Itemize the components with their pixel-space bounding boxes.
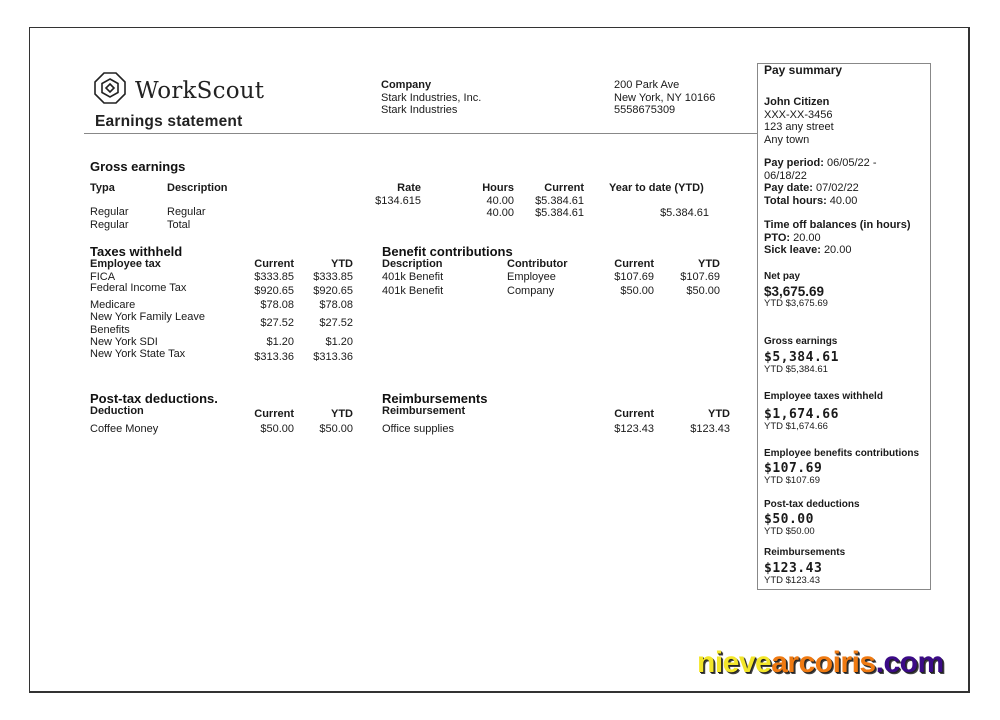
- benefits-title: Benefit contributions: [382, 244, 513, 259]
- employee-street: 123 any street: [764, 121, 834, 133]
- reimbursements-title: Reimbursements: [382, 391, 488, 406]
- benefit-contributor: Employee: [507, 271, 556, 283]
- pto-label: PTO:: [764, 231, 791, 244]
- earnings-current: $5.384.61: [535, 195, 584, 207]
- benefits-contributions-ytd: YTD $107.69: [764, 475, 820, 486]
- gross-earnings-ytd: YTD $5,384.61: [764, 364, 828, 375]
- col-header-deduction: Deduction: [90, 405, 144, 417]
- tax-current: $78.08: [260, 299, 294, 311]
- watermark-part: .com: [875, 646, 944, 679]
- post-tax-title: Post-tax deductions.: [90, 391, 218, 406]
- pay-period-value: 06/05/22 -: [826, 157, 877, 169]
- earnings-ytd: $5.384.61: [660, 207, 709, 219]
- col-header-current: Current: [614, 408, 654, 420]
- reimbursements-amount: $123.43: [764, 561, 823, 576]
- col-header-ytd: YTD: [708, 408, 730, 420]
- earnings-description: Regular: [167, 206, 206, 218]
- address-line: New York, NY 10166: [614, 91, 716, 104]
- brand-name: WorkScout: [135, 77, 265, 104]
- pay-period-label: Pay period:: [764, 157, 824, 169]
- sick-leave-value: 20.00: [823, 244, 852, 256]
- tax-current: $333.85: [254, 271, 294, 283]
- tax-name: [90, 311, 205, 336]
- taxes-withheld-label: Employee taxes withheld: [764, 391, 883, 402]
- employee-town: Any town: [764, 133, 810, 146]
- reimbursement-name: Office supplies: [382, 423, 454, 435]
- benefit-description: 401k Benefit: [382, 271, 444, 283]
- col-header-ytd: YTD: [331, 258, 353, 270]
- address-line: 200 Park Ave: [614, 79, 680, 91]
- watermark-part: arcoiris: [771, 646, 876, 679]
- pay-date-label: Pay date:: [764, 182, 813, 194]
- pay-summary-title: Pay summary: [764, 63, 843, 77]
- taxes-withheld-ytd: YTD $1,674.66: [764, 421, 828, 432]
- earnings-description: Total: [167, 219, 191, 231]
- tax-ytd: $920.65: [313, 285, 353, 297]
- col-header-reimbursement: Reimbursement: [382, 405, 466, 417]
- pay-summary-panel: [757, 63, 931, 590]
- employee-name: John Citizen: [764, 96, 830, 108]
- tax-current: $313.36: [254, 351, 294, 363]
- gross-earnings-label: Gross earnings: [764, 336, 838, 347]
- benefit-current: $50.00: [620, 285, 654, 297]
- benefit-current: $107.69: [614, 271, 654, 283]
- company-line: Stark Industries: [381, 104, 458, 116]
- col-header-current: Current: [544, 182, 584, 194]
- taxes-withheld-amount: $1,674.66: [764, 407, 839, 422]
- octagon-logo-icon: [92, 70, 128, 111]
- tax-name: Federal Income Tax: [90, 282, 187, 294]
- taxes-title: Taxes withheld: [90, 244, 183, 259]
- post-tax-deductions-label: Post-tax deductions: [764, 499, 860, 510]
- tax-ytd: $78.08: [319, 299, 353, 311]
- deduction-ytd: $50.00: [319, 423, 353, 435]
- tax-name: New York SDI: [90, 336, 158, 348]
- tax-name: Medicare: [90, 299, 136, 311]
- col-header-ytd: YTD: [698, 258, 720, 270]
- brand-logo: [92, 70, 264, 111]
- address-line: 5558675309: [614, 104, 676, 116]
- col-header-rate: Rate: [397, 182, 421, 194]
- header-divider: [84, 133, 757, 134]
- earnings-current: $5.384.61: [535, 207, 584, 219]
- post-tax-deductions-amount: $50.00: [764, 512, 814, 527]
- tax-ytd: $1.20: [325, 336, 353, 348]
- net-pay-label: Net pay: [764, 271, 801, 282]
- employee-ssn: XXX-XX-3456: [764, 108, 833, 121]
- company-label: Company: [381, 79, 432, 91]
- benefit-description: 401k Benefit: [382, 285, 444, 297]
- col-header-current: Current: [614, 258, 654, 270]
- benefits-contributions-label: Employee benefits contributions: [764, 448, 920, 459]
- deduction-current: $50.00: [260, 423, 294, 435]
- net-pay-amount: $3,675.69: [764, 284, 825, 299]
- col-header-description: Description: [382, 258, 443, 270]
- company-address: [614, 79, 715, 117]
- pto-value: 20.00: [793, 231, 821, 244]
- rate-value: $134.615: [375, 195, 421, 207]
- watermark: [697, 646, 944, 680]
- earnings-type: Regular: [90, 206, 129, 218]
- tax-name-line: Benefits: [90, 323, 130, 336]
- company-line: Stark Industries, Inc.: [381, 91, 482, 104]
- benefit-ytd: $50.00: [686, 285, 720, 297]
- col-header-current: Current: [254, 258, 294, 270]
- col-header-ytd: YTD: [331, 408, 353, 420]
- col-header-employee-tax: Employee tax: [90, 258, 161, 270]
- col-header-contributor: Contributor: [507, 258, 568, 270]
- deduction-name: Coffee Money: [90, 423, 159, 435]
- benefit-contributor: Company: [507, 285, 555, 297]
- tax-name: New York State Tax: [90, 348, 186, 360]
- col-header-hours: Hours: [482, 182, 514, 194]
- reimbursements-ytd: YTD $123.43: [764, 575, 820, 586]
- total-hours-label: Total hours:: [764, 194, 827, 207]
- col-header-current: Current: [254, 408, 294, 420]
- tax-current: $1.20: [266, 336, 294, 348]
- benefits-contributions-amount: $107.69: [764, 461, 823, 476]
- earnings-type: Regular: [90, 219, 129, 231]
- reimbursement-current: $123.43: [614, 423, 654, 435]
- col-header-ytd: Year to date (YTD): [609, 182, 704, 194]
- pay-period-value-end: 06/18/22: [764, 169, 807, 182]
- reimbursement-ytd: $123.43: [690, 423, 730, 435]
- reimbursements-label: Reimbursements: [764, 547, 846, 558]
- col-header-description: Description: [167, 182, 228, 194]
- tax-current: $920.65: [254, 285, 294, 297]
- post-tax-deductions-ytd: YTD $50.00: [764, 526, 815, 537]
- pay-date-value: 07/02/22: [815, 182, 859, 194]
- time-off-title: Time off balances (in hours): [764, 219, 911, 231]
- benefit-ytd: $107.69: [680, 271, 720, 283]
- company-block: [381, 79, 481, 117]
- page-title: Earnings statement: [95, 113, 243, 130]
- col-header-type: Typa: [90, 182, 115, 194]
- earnings-hours: 40.00: [486, 207, 514, 219]
- net-pay-ytd: YTD $3,675.69: [764, 298, 828, 309]
- pay-period-info: [764, 157, 877, 207]
- sick-leave-label: Sick leave:: [764, 244, 821, 256]
- gross-earnings-title: Gross earnings: [90, 159, 186, 174]
- tax-name: FICA: [90, 271, 116, 283]
- tax-name-line: New York Family Leave: [90, 311, 205, 323]
- employee-info: [764, 96, 834, 146]
- total-hours-value: 40.00: [829, 194, 858, 207]
- gross-earnings-amount: $5,384.61: [764, 350, 839, 365]
- tax-ytd: $333.85: [313, 271, 353, 283]
- tax-ytd: $27.52: [319, 317, 353, 329]
- tax-ytd: $313.36: [313, 351, 353, 363]
- time-off-info: [764, 219, 911, 257]
- watermark-part: nieve: [697, 646, 772, 679]
- tax-current: $27.52: [260, 317, 294, 329]
- earnings-hours: 40.00: [486, 195, 514, 207]
